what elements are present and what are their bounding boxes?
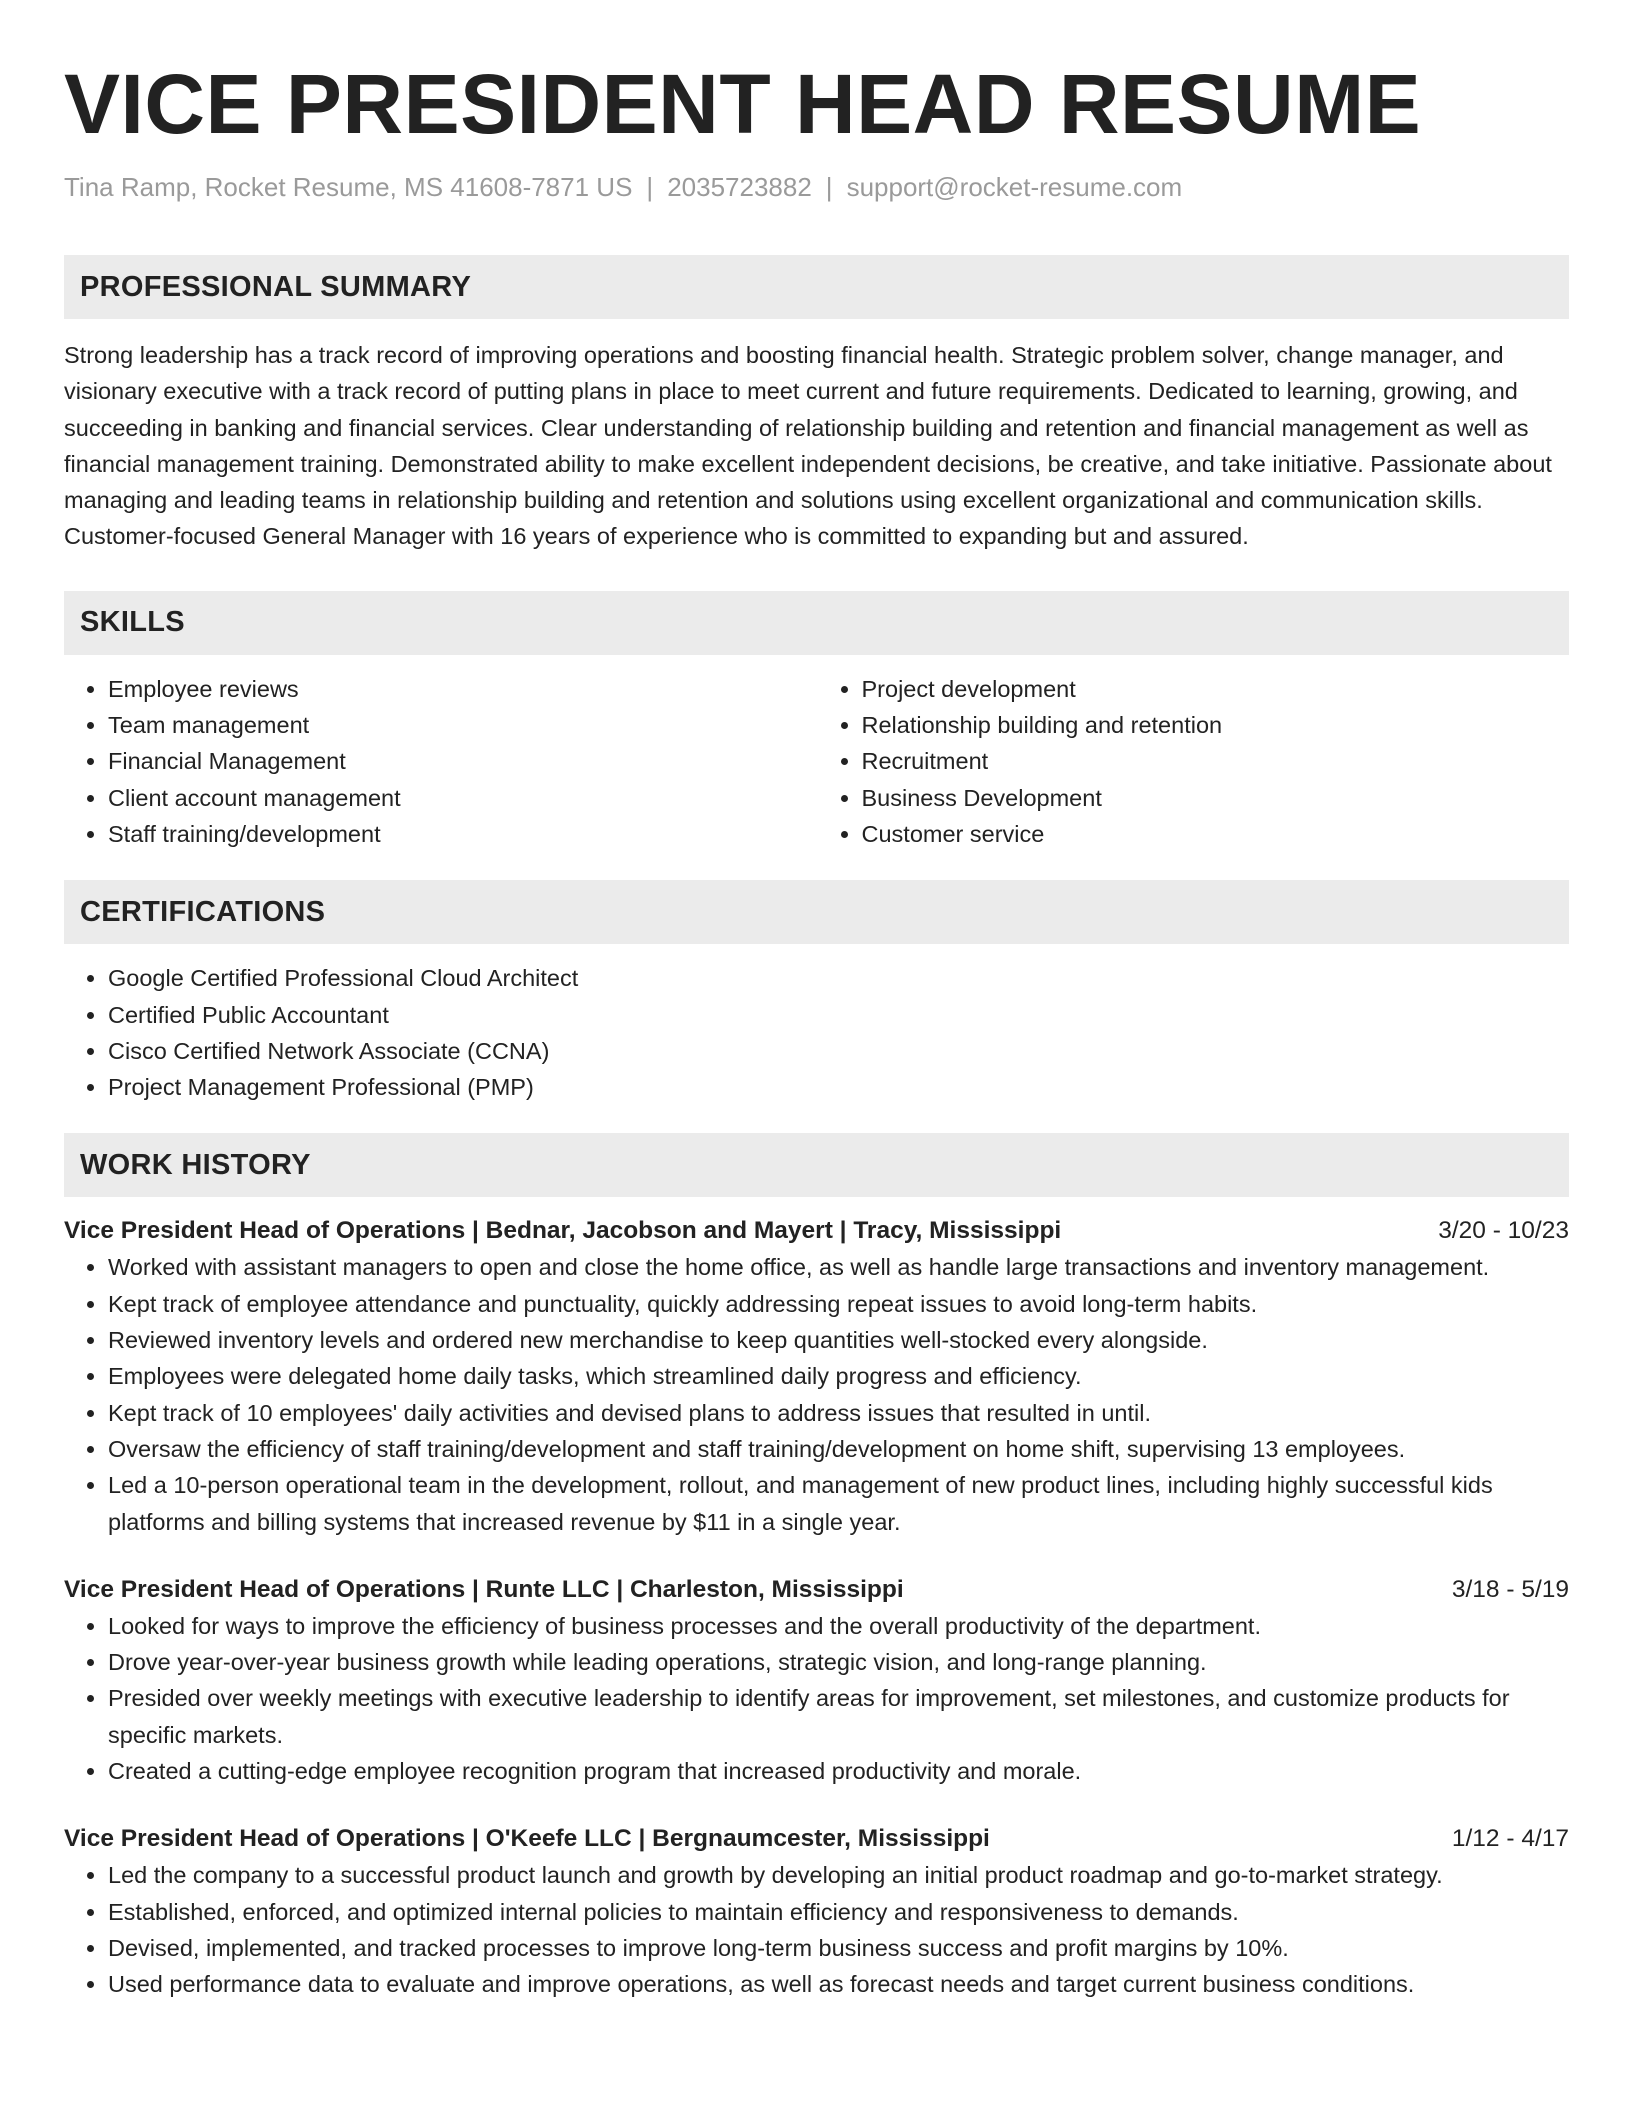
job-entry bbox=[64, 1213, 1569, 1539]
certifications-list bbox=[64, 960, 1569, 1105]
job-bullet: • Drove year-over-year business growth while leading operations, strategic vision, and long-range planning. bbox=[108, 1644, 1569, 1680]
job-bullet: • Created a cutting-edge employee recognition program that increased productivity and morale. bbox=[108, 1753, 1569, 1789]
contact-separator: | bbox=[646, 172, 654, 202]
skills-heading: SKILLS bbox=[64, 591, 1569, 655]
job-bullet: • Reviewed inventory levels and ordered new merchandise to keep quantities well-stocked every alongside. bbox=[108, 1322, 1569, 1358]
job-bullet: • Employees were delegated home daily tasks, which streamlined daily progress and efficiency. bbox=[108, 1358, 1569, 1394]
skill-item: • Business Development bbox=[862, 780, 1570, 816]
job-bullet: • Oversaw the efficiency of staff training/development and staff training/development on home shift, supervising 13 employees. bbox=[108, 1431, 1569, 1467]
contact-line bbox=[64, 170, 1569, 204]
skill-item: • Project development bbox=[862, 671, 1570, 707]
job-entry bbox=[64, 1821, 1569, 2002]
job-header bbox=[64, 1572, 1569, 1608]
job-bullet: • Used performance data to evaluate and improve operations, as well as forecast needs and target current business conditions. bbox=[108, 1966, 1569, 2002]
job-bullet: • Presided over weekly meetings with executive leadership to identify areas for improvement, set milestones, and customize products for specific markets. bbox=[108, 1680, 1569, 1753]
certification-item: • Project Management Professional (PMP) bbox=[108, 1069, 1569, 1105]
job-bullet: • Led the company to a successful product launch and growth by developing an initial product roadmap and go-to-market strategy. bbox=[108, 1857, 1569, 1893]
job-bullet: • Established, enforced, and optimized internal policies to maintain efficiency and responsiveness to demands. bbox=[108, 1894, 1569, 1930]
job-header bbox=[64, 1213, 1569, 1249]
skill-item: • Staff training/development bbox=[108, 816, 817, 852]
job-bullet: • Worked with assistant managers to open and close the home office, as well as handle large transactions and inventory management. bbox=[108, 1249, 1569, 1285]
contact-email[interactable]: support@rocket-resume.com bbox=[846, 172, 1183, 202]
skill-item: • Relationship building and retention bbox=[862, 707, 1570, 743]
summary-text: Strong leadership has a track record of improving operations and boosting financial health. Strategic problem solver, change manager, and visionary executive with a track record of putting plans in place to meet current and future requirements. Dedicated to learning, growing, and succeeding in banking and financial services. Clear understanding of relationship building and retention and financial management as well as financial management training. Demonstrated ability to make excellent independent decisions, be creative, and take initiative. Passionate about managing and leading teams in relationship building and retention and solutions using excellent organizational and communication skills. Customer-focused General Manager with 16 years of experience who is committed to expanding but and assured. bbox=[64, 342, 1552, 550]
skills-list bbox=[64, 671, 1569, 852]
job-dates: 3/20 - 10/23 bbox=[1438, 1217, 1569, 1245]
skill-item: • Financial Management bbox=[108, 743, 817, 779]
job-bullet: • Looked for ways to improve the efficiency of business processes and the overall productivity of the department. bbox=[108, 1608, 1569, 1644]
certification-item: • Cisco Certified Network Associate (CCNA) bbox=[108, 1033, 1569, 1069]
job-entry bbox=[64, 1572, 1569, 1789]
contact-address: Tina Ramp, Rocket Resume, MS 41608-7871 US bbox=[64, 172, 633, 202]
skill-item: • Employee reviews bbox=[108, 671, 817, 707]
work-history-heading: WORK HISTORY bbox=[64, 1133, 1569, 1197]
job-bullets bbox=[64, 1857, 1569, 2002]
resume-title: VICE PRESIDENT HEAD RESUME bbox=[64, 57, 1422, 151]
contact-separator: | bbox=[825, 172, 833, 202]
summary-heading: PROFESSIONAL SUMMARY bbox=[64, 255, 1569, 319]
certification-item: • Google Certified Professional Cloud Architect bbox=[108, 960, 1569, 996]
skills-column-left bbox=[64, 671, 817, 852]
certification-item: • Certified Public Accountant bbox=[108, 997, 1569, 1033]
job-header bbox=[64, 1821, 1569, 1857]
job-bullet: • Led a 10-person operational team in the development, rollout, and management of new product lines, including highly successful kids platforms and billing systems that increased revenue by $11 in a single year. bbox=[108, 1467, 1569, 1540]
job-bullet: • Devised, implemented, and tracked processes to improve long-term business success and profit margins by 10%. bbox=[108, 1930, 1569, 1966]
skill-item: • Team management bbox=[108, 707, 817, 743]
skill-item: • Client account management bbox=[108, 780, 817, 816]
contact-phone: 2035723882 bbox=[667, 172, 812, 202]
job-title: Vice President Head of Operations | O'Keefe LLC | Bergnaumcester, Mississippi bbox=[64, 1825, 990, 1853]
job-bullets bbox=[64, 1249, 1569, 1539]
job-bullet: • Kept track of 10 employees' daily activities and devised plans to address issues that resulted in until. bbox=[108, 1395, 1569, 1431]
certifications-bullets bbox=[64, 960, 1569, 1105]
skills-column-right bbox=[817, 671, 1570, 852]
job-bullet: • Kept track of employee attendance and punctuality, quickly addressing repeat issues to avoid long-term habits. bbox=[108, 1286, 1569, 1322]
certifications-heading: CERTIFICATIONS bbox=[64, 880, 1569, 944]
job-title: Vice President Head of Operations | Bednar, Jacobson and Mayert | Tracy, Mississippi bbox=[64, 1217, 1062, 1245]
skill-item: • Recruitment bbox=[862, 743, 1570, 779]
skill-item: • Customer service bbox=[862, 816, 1570, 852]
job-bullets bbox=[64, 1608, 1569, 1789]
job-dates: 1/12 - 4/17 bbox=[1451, 1825, 1569, 1853]
job-dates: 3/18 - 5/19 bbox=[1451, 1575, 1569, 1603]
job-title: Vice President Head of Operations | Runte LLC | Charleston, Mississippi bbox=[64, 1575, 904, 1603]
